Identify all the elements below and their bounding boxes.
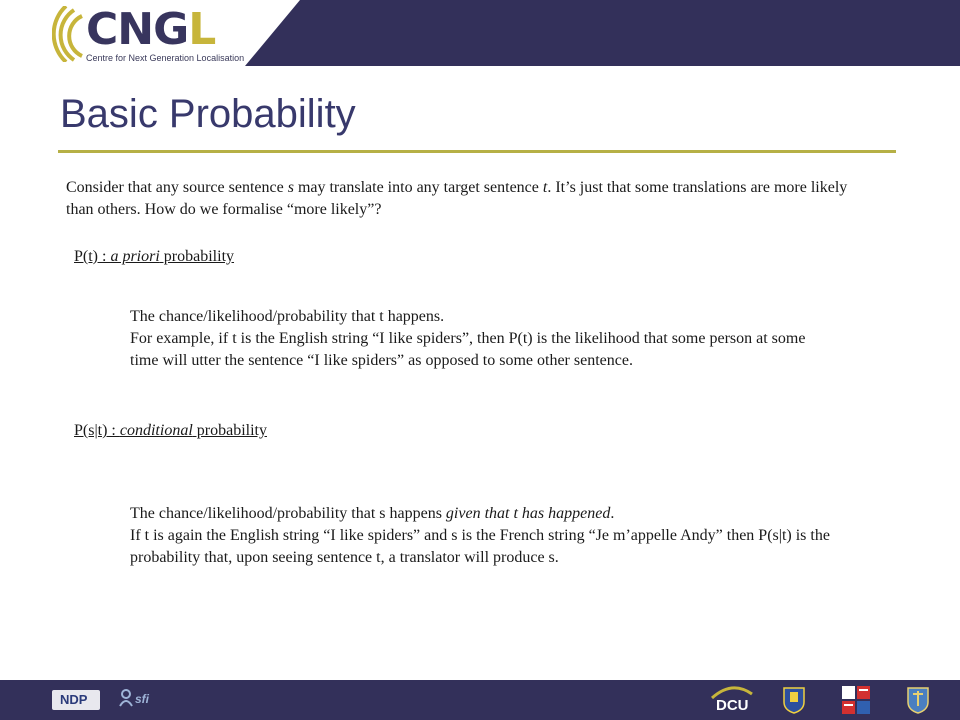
a-priori-definition: The chance/likelihood/probability that t happens. xyxy=(130,308,445,325)
header-banner xyxy=(0,0,960,66)
section-heading-a-priori: P(t) : a priori probability xyxy=(74,248,235,265)
section-body-conditional xyxy=(130,503,830,569)
conditional-example: If t is again the English string “I like spiders” and s is the French string “Je m’appelle Andy” then P(s|t) is the probability that, upon seeing sentence t, a translator will produce s. xyxy=(130,527,830,566)
section-heading-conditional: P(s|t) : conditional probability xyxy=(74,422,267,439)
logo-wordmark: CNGL xyxy=(86,4,216,55)
footer-bar xyxy=(0,680,960,720)
slide-title: Basic Probability xyxy=(60,92,356,136)
a-priori-example: For example, if t is the English string “I like spiders”, then P(t) is the likelihood that some person at some time will utter the sentence “I like spiders” as opposed to some other sentence. xyxy=(130,330,806,369)
cngl-logo xyxy=(52,4,245,66)
title-divider xyxy=(58,150,896,153)
ndp-logo: NDP xyxy=(52,690,100,710)
conditional-definition: The chance/likelihood/probability that s happens given that t has happened. xyxy=(130,505,615,522)
intro-paragraph: Consider that any source sentence s may translate into any target sentence t. It’s just that some translations are more likely than others. How do we formalise “more likely”? xyxy=(66,179,848,218)
trinity-crest-icon xyxy=(842,686,870,714)
signal-waves-icon xyxy=(52,6,86,62)
section-body-a-priori xyxy=(130,306,830,372)
university-crest-icon xyxy=(906,686,930,714)
sfi-logo: sfi xyxy=(118,688,158,712)
ucd-crest-icon xyxy=(782,686,806,714)
dcu-logo: DCU xyxy=(708,684,756,716)
sfi-swirl-icon xyxy=(118,688,134,708)
logo-subtitle: Centre for Next Generation Localisation xyxy=(86,53,245,63)
